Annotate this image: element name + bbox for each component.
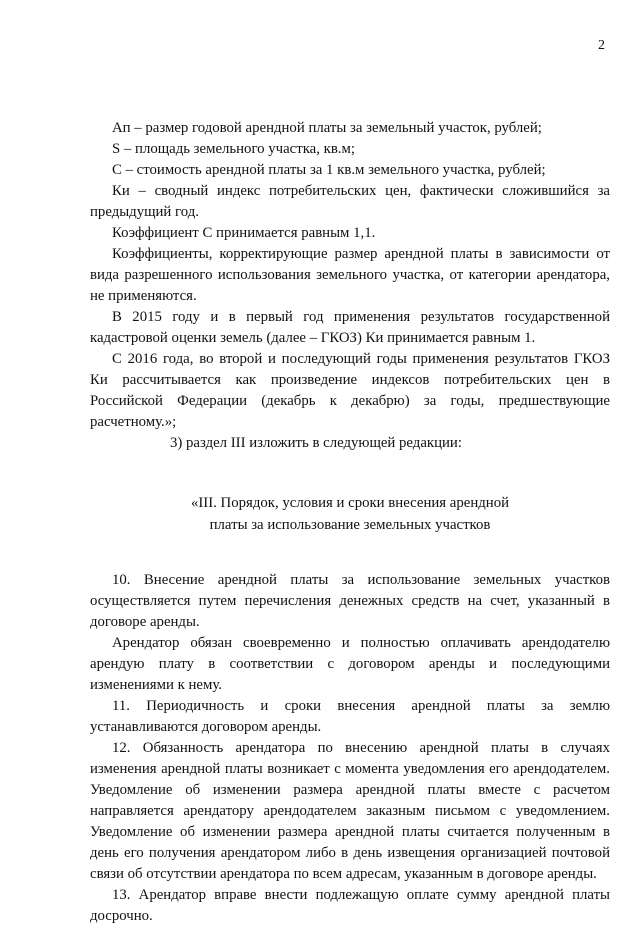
paragraph-10: 10. Внесение арендной платы за использование земельных участков осуществляется путем перечисления денежных средств на счет, указанный в договоре аренды. bbox=[90, 572, 610, 630]
paragraph-2016: С 2016 года, во второй и последующий годы применения результатов ГКОЗ Ки рассчитывается как произведение индексов потребительских цен в Российской Федерации (декабрь к декабрю) за годы, предшествующие расчетному.»; bbox=[90, 351, 610, 430]
definition-ap: Ап – размер годовой арендной платы за земельный участок, рублей; bbox=[112, 120, 542, 136]
paragraph-coefficient-c: Коэффициент С принимается равным 1,1. bbox=[112, 225, 376, 241]
paragraph-coefficients: Коэффициенты, корректирующие размер арендной платы в зависимости от вида разрешенного использования земельного участка, от категории арендатора, не применяются. bbox=[90, 246, 610, 304]
definition-ki: Ки – сводный индекс потребительских цен, фактически сложившийся за предыдущий год. bbox=[90, 183, 610, 220]
definition-c: С – стоимость арендной платы за 1 кв.м земельного участка, рублей; bbox=[112, 162, 546, 178]
section-heading-line-2: платы за использование земельных участков bbox=[209, 517, 491, 533]
paragraph-11: 11. Периодичность и сроки внесения арендной платы за землю устанавливаются договором аренды. bbox=[90, 698, 610, 735]
paragraph-tenant-obligation: Арендатор обязан своевременно и полностью оплачивать арендодателю арендую плату в соответствии с договором аренды и последующими изменениями к нему. bbox=[90, 635, 610, 693]
section-heading-line-1: «III. Порядок, условия и сроки внесения арендной bbox=[190, 495, 510, 511]
document-body bbox=[90, 118, 610, 927]
item-3: 3) раздел III изложить в следующей редакции: bbox=[170, 435, 462, 451]
paragraph-12: 12. Обязанность арендатора по внесению арендной платы в случаях изменения арендной платы возникает с момента уведомления его арендодателем. Уведомление об изменении размера арендной платы вместе с расчетом направляется арендатору арендодателем заказным письмом с уведомлением. Уведомление об изменении размера арендной платы считается полученным в день его получения арендатором либо в день извещения организацией почтовой связи об отсутствии арендатора по всем адресам, указанным в договоре аренды. bbox=[90, 740, 610, 882]
section-heading bbox=[90, 492, 610, 536]
paragraph-2015: В 2015 году и в первый год применения результатов государственной кадастровой оценки земель (далее – ГКОЗ) Ки принимается равным 1. bbox=[90, 309, 610, 346]
paragraph-13: 13. Арендатор вправе внести подлежащую оплате сумму арендной платы досрочно. bbox=[90, 887, 610, 924]
page-number: 2 bbox=[598, 38, 605, 53]
definition-s: S – площадь земельного участка, кв.м; bbox=[112, 141, 355, 157]
